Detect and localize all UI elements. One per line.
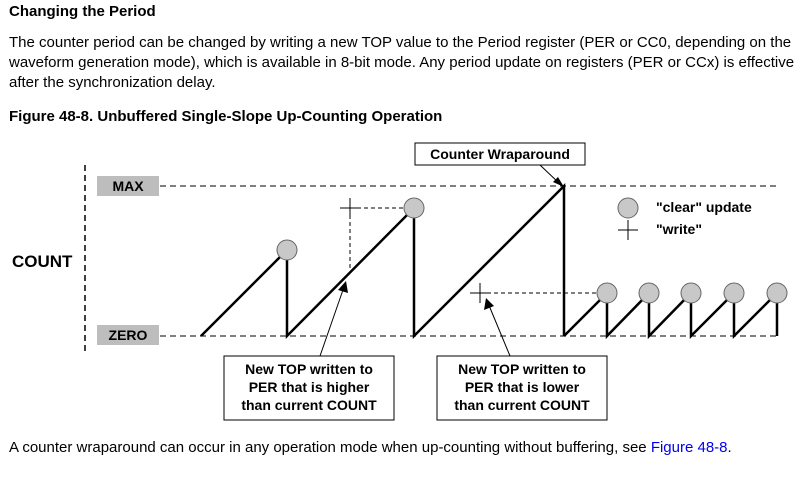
counter-waveform-tail (564, 293, 777, 336)
intro-paragraph: The counter period can be changed by writing a new TOP value to the Period register (PER or CC0, depending on the waveform generation mode), which is available in 8-bit mode. Any period update on registers (PER or CCx) is effective after the synchronization delay. (9, 34, 795, 91)
section-title: Changing the Period (9, 3, 156, 20)
figure-link[interactable]: Figure 48-8 (650, 439, 728, 456)
clear-update-circle (767, 283, 787, 303)
write-marker (340, 198, 360, 218)
lower-callout-line-3: than current COUNT (454, 397, 590, 413)
clear-update-circle (597, 283, 617, 303)
clear-update-circle (277, 240, 297, 260)
lower-pointer (488, 303, 510, 356)
lower-callout-line-2: PER that is lower (464, 379, 580, 395)
higher-callout-line-1: New TOP written to (245, 361, 373, 377)
count-label: COUNT (12, 252, 73, 271)
higher-callout-line-3: than current COUNT (241, 397, 377, 413)
clear-update-circle (724, 283, 744, 303)
legend-clear-icon (618, 198, 638, 218)
figure-title: Figure 48-8. Unbuffered Single-Slope Up-Counting Operation (9, 108, 443, 125)
wraparound-callout-text: Counter Wraparound (430, 146, 570, 162)
clear-update-circle (681, 283, 701, 303)
higher-callout-line-2: PER that is higher (248, 379, 370, 395)
legend-write-icon (618, 220, 638, 240)
max-label: MAX (112, 178, 144, 194)
counter-waveform (201, 186, 564, 336)
zero-label: ZERO (108, 327, 148, 343)
clear-update-circle (639, 283, 659, 303)
footer-end: . (727, 439, 732, 456)
lower-callout-line-1: New TOP written to (458, 361, 586, 377)
timing-diagram (0, 130, 805, 430)
footer-paragraph (9, 437, 799, 458)
legend-clear-label: "clear" update (656, 199, 752, 215)
clear-update-circle (404, 198, 424, 218)
legend-write-label: "write" (656, 221, 702, 237)
footer-text: A counter wraparound can occur in any operation mode when up-counting without buffering, see (9, 439, 651, 456)
